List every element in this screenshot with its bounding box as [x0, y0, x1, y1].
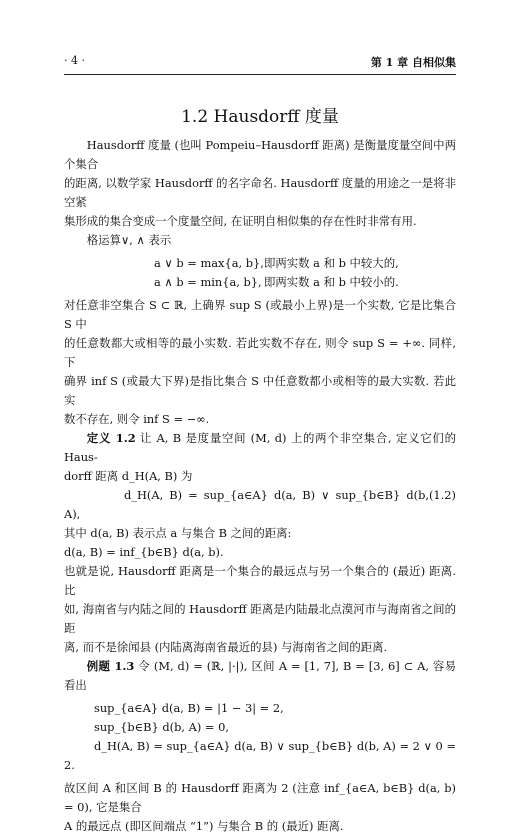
equation-number: (1.2) [428, 488, 456, 502]
where-line: 其中 d(a, B) 表示点 a 与集合 B 之间的距离: [64, 526, 292, 540]
page-body [64, 136, 456, 836]
ops-intro: 格运算∨, ∧ 表示 [86, 233, 172, 247]
op-formula: a ∧ b = min{a, b}, [154, 275, 262, 289]
section-title: 1.2 Hausdorff 度量 [181, 107, 339, 127]
intro-line: 集形成的集合变成一个度量空间, 在证明自相似集的存在性时非常有用. [64, 214, 417, 228]
intro-line: 的距离, 以数学家 Hausdorff 的名字命名. Hausdorff 度量的用途之一是将非空紧 [64, 176, 456, 209]
page-header [64, 54, 456, 70]
op-text: 即两实数 a 和 b 中较小的. [264, 275, 399, 289]
op-text: 即两实数 a 和 b 中较大的, [264, 256, 399, 270]
explain-line: 如, 海南省与内陆之间的 Hausdorff 距离是内陆最北点漠河市与海南省之间的距 [64, 602, 456, 635]
explain-line: 离, 而不是徐闻县 (内陆离海南省最近的县) 与海南省之间的距离. [64, 640, 388, 654]
formula-text: d_H(A, B) = sup_{a∈A} d(a, B) ∨ sup_{b∈B} d(b, A), [64, 488, 429, 521]
ops-display [64, 254, 456, 292]
example-line: d_H(A, B) = sup_{a∈A} d(a, B) ∨ sup_{b∈B} d(b, A) = 2 ∨ 0 = 2. [64, 739, 456, 772]
sup-line: 确界 inf S (或最大下界)是指比集合 S 中任意数都小或相等的最大实数. 若此实 [64, 374, 456, 407]
example-text: 令 (M, d) = (ℝ, |·|), 区间 A = [1, 7], B = [3, 6] ⊂ A, 容易看出 [64, 659, 456, 692]
example-line: sup_{a∈A} d(a, B) = |1 − 3| = 2, [94, 701, 284, 715]
chapter-title: 第 1 章 自相似集 [370, 56, 456, 69]
definition [64, 429, 456, 467]
sup-line: 的任意数都大或相等的最小实数. 若此实数不存在, 则令 sup S = +∞. 同样, 下 [64, 336, 456, 369]
sup-line: 数不存在, 则令 inf S = −∞. [64, 412, 210, 426]
example-display [64, 699, 456, 775]
explain-line: 也就是说, Hausdorff 距离是一个集合的最远点与另一个集合的 (最近) 距离. 比 [64, 564, 456, 597]
page-number: · 4 · [64, 54, 85, 67]
definition-label: 定义 1.2 [86, 431, 136, 445]
op-formula: a ∨ b = max{a, b}, [154, 256, 264, 270]
distance-formula: d(a, B) = inf_{b∈B} d(a, b). [64, 545, 224, 559]
conclusion-line: 故区间 A 和区间 B 的 Hausdorff 距离为 2 (注意 inf_{a∈A, b∈B} d(a, b) = 0), 它是集合 [64, 781, 456, 814]
definition-text: 让 A, B 是度量空间 (M, d) 上的两个非空集合, 定义它们的 Haus- [64, 431, 456, 464]
example-label: 例题 1.3 [86, 659, 135, 673]
definition-formula [64, 486, 456, 524]
header-rule [64, 74, 456, 75]
example [64, 657, 456, 695]
example-line: sup_{b∈B} d(b, A) = 0, [94, 720, 229, 734]
sup-line: 对任意非空集合 S ⊂ ℝ, 上确界 sup S (或最小上界)是一个实数, 它是比集合 S 中 [64, 298, 456, 331]
definition-text: dorff 距离 d_H(A, B) 为 [64, 469, 193, 483]
conclusion-line: A 的最远点 (即区间端点 “1”) 与集合 B 的 (最近) 距离. [64, 819, 344, 833]
intro-line: Hausdorff 度量 (也叫 Pompeiu–Hausdorff 距离) 是衡量度量空间中两个集合 [64, 138, 456, 171]
